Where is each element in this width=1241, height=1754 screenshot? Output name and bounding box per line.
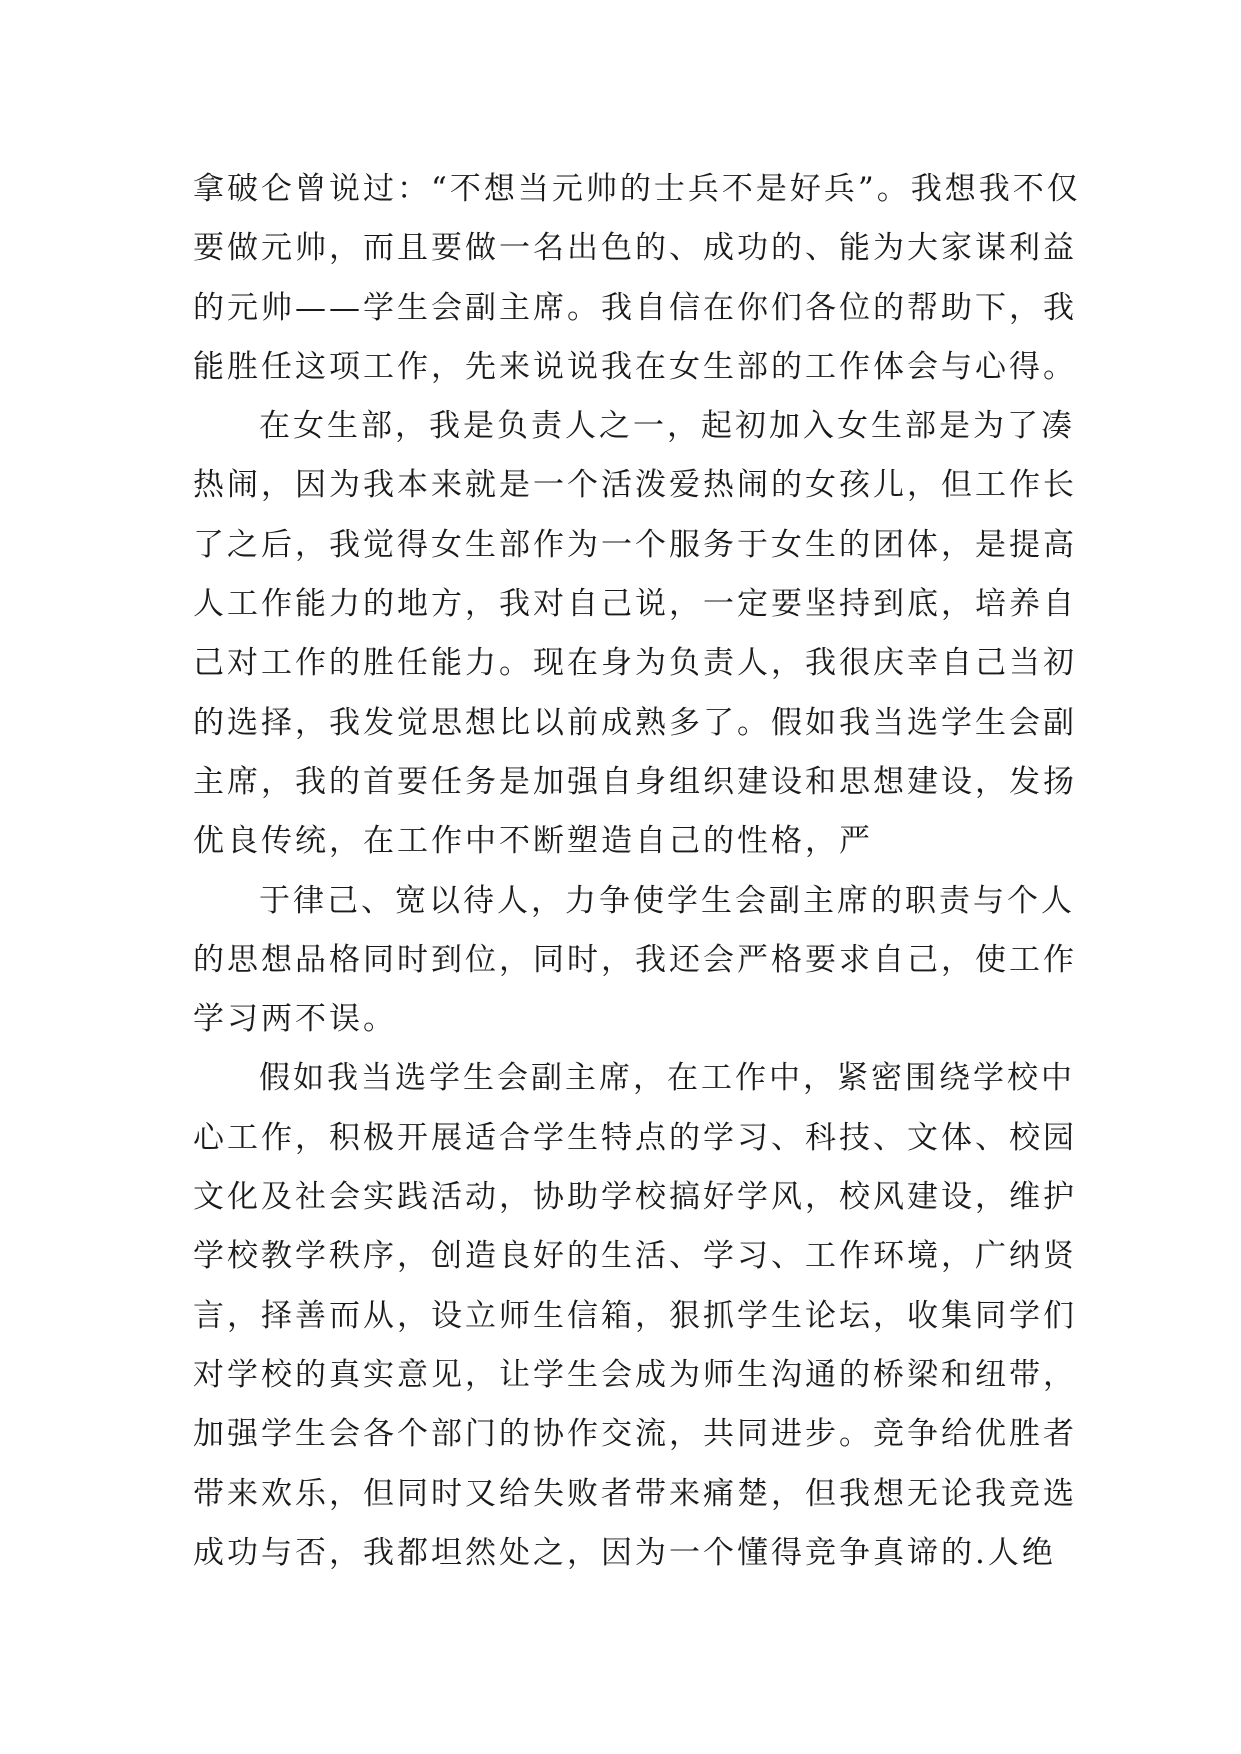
paragraph-4 <box>193 1049 1077 1583</box>
text-line: 优良传统，在工作中不断塑造自己的性格，严 <box>193 823 873 860</box>
text-line: 己对工作的胜任能力。现在身为负责人，我很庆幸自己当初 <box>193 645 1077 682</box>
text-line: 能胜任这项工作，先来说说我在女生部的工作体会与心得。 <box>193 348 1077 385</box>
paragraph-1 <box>193 160 1081 397</box>
text-line: 主席，我的首要任务是加强自身组织建设和思想建设，发扬 <box>193 763 1077 800</box>
text-line: 于律己、宽以待人，力争使学生会副主席的职责与个人 <box>259 882 1075 919</box>
text-line: 文化及社会实践活动，协助学校搞好学风，校风建设，维护 <box>193 1179 1077 1216</box>
paragraph-3 <box>193 872 1077 1050</box>
text-line: 在女生部，我是负责人之一，起初加入女生部是为了凑 <box>259 408 1075 445</box>
text-line: 了之后，我觉得女生部作为一个服务于女生的团体，是提高 <box>193 526 1077 563</box>
text-line: 带来欢乐，但同时又给失败者带来痛楚，但我想无论我竞选 <box>193 1475 1077 1512</box>
text-line: 对学校的真实意见，让学生会成为师生沟通的桥梁和纽带， <box>193 1356 1077 1393</box>
text-line: 心工作，积极开展适合学生特点的学习、科技、文体、校园 <box>193 1119 1077 1156</box>
text-line: 的选择，我发觉思想比以前成熟多了。假如我当选学生会副 <box>193 704 1077 741</box>
text-line: 加强学生会各个部门的协作交流，共同进步。竞争给优胜者 <box>193 1416 1077 1453</box>
text-line: 的思想品格同时到位，同时，我还会严格要求自己，使工作 <box>193 941 1077 978</box>
text-line: 拿破仑曾说过：“不想当元帅的士兵不是好兵”。我想我不仅 <box>193 171 1081 207</box>
text-line: 热闹，因为我本来就是一个活泼爱热闹的女孩儿，但工作长 <box>193 467 1077 504</box>
text-line: 要做元帅，而且要做一名出色的、成功的、能为大家谋利益 <box>193 230 1077 267</box>
text-line: 成功与否，我都坦然处之，因为一个懂得竞争真谛的.人绝 <box>193 1534 1056 1571</box>
text-line: 学校教学秩序，创造良好的生活、学习、工作环境，广纳贤 <box>193 1238 1077 1275</box>
text-line: 人工作能力的地方，我对自己说，一定要坚持到底，培养自 <box>193 586 1077 623</box>
text-line: 学习两不误。 <box>193 1001 397 1038</box>
text-line: 的元帅——学生会副主席。我自信在你们各位的帮助下，我 <box>193 289 1077 326</box>
paragraph-2 <box>193 397 1077 871</box>
body-text <box>193 160 1081 1583</box>
text-line: 假如我当选学生会副主席，在工作中，紧密围绕学校中 <box>259 1060 1075 1097</box>
text-line: 言，择善而从，设立师生信箱，狠抓学生论坛，收集同学们 <box>193 1297 1077 1334</box>
